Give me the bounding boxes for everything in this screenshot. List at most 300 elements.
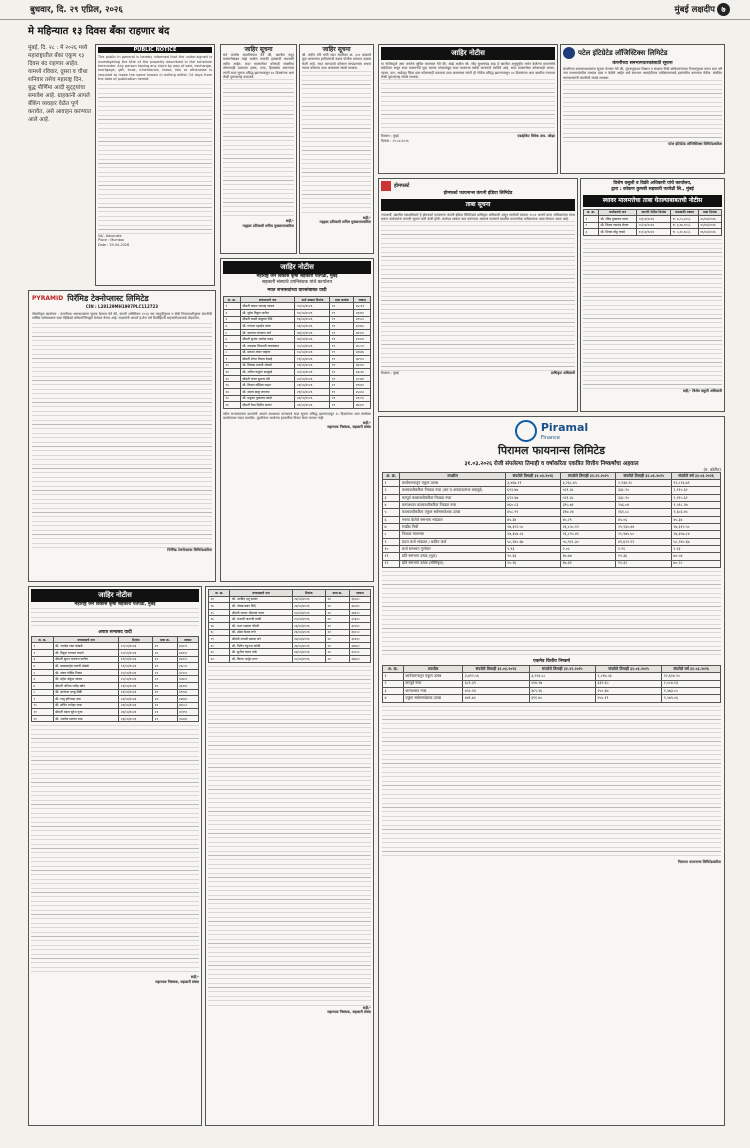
table-row <box>209 636 371 643</box>
coop-2-cell: २२/०४/२०२६ <box>119 702 153 709</box>
piramal-cell: कालावधीकरिता निव्वळ नफा (कर व अपवादात्मक बाबपूर्व) <box>400 487 505 494</box>
table-row <box>584 222 722 229</box>
coop-3-header-cell: रक्कम <box>349 590 370 597</box>
coop-1-cell: ४४३०० <box>354 402 371 409</box>
coop-1-cell: २२/०४/२०२६ <box>295 395 330 402</box>
coop-1-cell: श्रीमती रेखा दिलीप सावंत <box>240 402 295 409</box>
kokan-cell: २६/०४/२०२६ <box>698 229 721 236</box>
cooperative-notice-1 <box>220 258 374 582</box>
table-row <box>32 676 199 683</box>
coop-3-cell: ३४९३० <box>349 636 370 643</box>
coop-1-cell: श्रीमती लक्ष्मी बाबुराव शिंदे <box>240 316 295 323</box>
homefirst-title: ताबा सूचना <box>381 199 575 211</box>
homefirst-place: ठिकाण : मुंबई <box>381 371 399 376</box>
piramal-cell: ३,२६८.४५ <box>561 480 616 487</box>
coop-2-cell: ३ <box>32 656 54 663</box>
table-row <box>209 649 371 656</box>
coop-1-cell: २ <box>224 309 241 316</box>
coop-3-cell: १९ <box>209 636 230 643</box>
piramal-cell: कार्यचलनातून एकूण उत्पन्न <box>400 480 505 487</box>
coop-1-cell: ११ <box>330 356 354 363</box>
coop-1-cell: ८ <box>224 349 241 356</box>
coop-1-cell: ११ <box>330 329 354 336</box>
piramal-cell: ७ <box>383 524 400 531</box>
piramal-standalone-cell: ३३१.६५ <box>595 680 661 687</box>
piramal-cell: ३९७.२४ <box>561 509 616 516</box>
public-notice-english <box>95 44 215 286</box>
coop-2-cell: २२ <box>153 696 177 703</box>
piramal-header-cell: संपलेले तिमाही ३१.१२.२०२५ <box>561 472 616 479</box>
coop-1-cell: ११ <box>330 369 354 376</box>
piramal-cell: ४५.३४ <box>671 516 720 523</box>
piramal-cell: ४५८.१९ <box>505 509 560 516</box>
piramal-header-cell: संपलेले वर्ष ३१.०३.२०२६ <box>671 472 720 479</box>
table-row <box>224 303 371 310</box>
coop-3-cell: २७/०४/२०२६ <box>292 636 325 643</box>
coop-2-sub1: महाराष्ट्र जन विकास कृषी सहकारी पतपेढी, मुंबई <box>74 601 156 607</box>
coop-2-cell: श्रीमती सुमन नारायण पाटील <box>53 656 119 663</box>
coop-2-cell: १९/०४/२०२६ <box>119 663 153 670</box>
coop-3-cell: २७/०४/२०२६ <box>292 642 325 649</box>
piramal-cell: प्रति समभाग उत्पन्न (सौमिकृत) <box>400 560 505 567</box>
kokan-cell: श्री. रविंद्र तुकाराम पवार <box>598 216 636 223</box>
suchana-1-sign: सही/- <box>285 219 294 224</box>
coop-2-table <box>31 636 199 723</box>
kokan-header-cell: अ. क्र. <box>584 209 599 216</box>
piramal-results <box>378 416 725 1126</box>
coop-2-cell: २२ <box>153 656 177 663</box>
coop-3-cell: २४/०४/२०२६ <box>292 596 325 603</box>
table-row <box>32 689 199 696</box>
pyramid-notice <box>28 290 216 582</box>
piramal-cell: २७,३५७.८४ <box>671 531 720 538</box>
coop-3-cell: ३५८१० <box>349 649 370 656</box>
piramal-standalone-cell: ३ <box>383 688 404 695</box>
coop-1-cell: १९/०४/२०२६ <box>295 362 330 369</box>
piramal-standalone-cell: एकूण सर्वसमावेशक उत्पन्न <box>403 695 462 702</box>
piramal-footnote-lines <box>382 706 721 856</box>
table-row <box>383 502 721 509</box>
coop-2-cell: ३५९९० <box>177 709 198 716</box>
piramal-cell: प्रदत्त कर्ज भांडवल / थकीत कर्ज <box>400 538 505 545</box>
piramal-cell: १,६०३.४५ <box>671 509 720 516</box>
coop-2-cell: श्री. नामदेव रामा कांबळे <box>53 643 119 650</box>
piramal-cell: ४ <box>383 502 400 509</box>
piramal-cell: ३,४६७.२१ <box>505 480 560 487</box>
piramal-standalone-cell: ३८९.९६ <box>529 688 595 695</box>
coop-2-sign: सही/- <box>190 975 199 980</box>
coop-3-cell: श्री. गोरख बबन शिंदे <box>230 603 292 610</box>
coop-1-cell: १६/०४/२०२६ <box>295 323 330 330</box>
table-row <box>383 494 721 501</box>
piramal-standalone-cell: ५१४.२७ <box>529 680 595 687</box>
coop-3-header-cell: दावा क्र. <box>325 590 349 597</box>
kokan-cell: ३ <box>584 229 599 236</box>
piramal-cell: १ <box>383 480 400 487</box>
page-header <box>0 0 750 20</box>
suchana-2-sign: सही/- <box>362 215 371 220</box>
table-row <box>224 375 371 382</box>
kokan-cell: २५/०४/२०२६ <box>698 222 721 229</box>
suchana-2-body: श्री. संदीप मोरे यांनी सदर सदनिका क्र. ३०२ बाबतचे मूळ करारनामा हरविल्याची तक्रार पोलीस ठाण्यात दाखल केली आहे. सदर कागदपत्रे कोणास सापडल्यास अथवा त्यावर कोणाचा दावा असल्यास संपर्क साधावा. <box>302 53 371 71</box>
table-row <box>224 342 371 349</box>
piramal-standalone-cell: २५०.३७ <box>595 688 661 695</box>
coop-1-cell: २१/०४/२०२६ <box>295 389 330 396</box>
piramal-cell: ५ <box>383 509 400 516</box>
coop-2-cell: श्रीमती अनिता राजेंद्र खोत <box>53 682 119 689</box>
coop-3-cell: २२ <box>325 655 349 662</box>
piramal-company: पिरामल फायनान्स लिमिटेड <box>498 444 605 457</box>
coop-3-cell: २५/०४/२०२६ <box>292 609 325 616</box>
table-row <box>383 680 721 687</box>
suchana-1-text-lines <box>223 79 294 219</box>
coop-2-cell: १९/०४/२०२६ <box>119 656 153 663</box>
coop-1-cell: श्रीमती सुनंदा अशोक कदम <box>240 336 295 343</box>
table-row <box>209 609 371 616</box>
piramal-unit: (रु. कोटीत) <box>703 466 721 472</box>
coop-2-cell: २२ <box>153 663 177 670</box>
coop-2-cell: ७ <box>32 682 54 689</box>
piramal-cell: ६१२.४७ <box>505 494 560 501</box>
table-row <box>383 480 721 487</box>
piramal-header-cell: तपशील <box>400 472 505 479</box>
coop-3-cell: २२ <box>325 636 349 643</box>
table-row <box>32 669 199 676</box>
coop-1-cell: श्री. दत्तात्रय नारायण माने <box>240 329 295 336</box>
coop-3-cell: २० <box>209 642 230 649</box>
top-notice-body: या नोटीसद्वारे आम जनतेस सूचित करण्यात येते की, माझे अशील श्री. नरेंद्र सुभाषचंद्र शाह हे खालील अनुसूचीत वर्णन केलेल्या मालमत्तेचे खरेदीदार असून सदर मालमत्तेचे मूळ मालक यांच्याकडून सदर मालमत्ता खरेदी करण्याचे ठरविले आहे. सदर मालमत्तेवर कोणाचाही वारसा, गहाण, दान, भाडेपट्टा किंवा इतर कोणत्याही प्रकारचा दावा असल्यास त्यांनी ही नोटीस प्रसिद्ध झाल्यापासून १४ दिवसांच्या आत खालील पत्त्यावर लेखी पुराव्यासह संपर्क साधावा. <box>381 61 555 79</box>
headline <box>28 26 373 40</box>
coop-2-cell: ६ <box>32 676 54 683</box>
coop-1-cell: ११ <box>330 382 354 389</box>
piramal-cell: १२ <box>383 560 400 567</box>
public-notice-sign: Sd/- Advocate <box>98 233 122 238</box>
coop-1-cell: ११ <box>330 303 354 310</box>
coop-3-cell: २२ <box>325 603 349 610</box>
coop-2-cell: श्री. शंकर गोविंद निकम <box>53 669 119 676</box>
table-row <box>224 395 371 402</box>
suchana-notice-2 <box>299 44 374 254</box>
coop-2-cell: २ <box>32 649 54 656</box>
patel-text-lines <box>563 80 722 142</box>
piramal-cell: कालावधीकरिता एकूण सर्वसमावेशक उत्पन्न <box>400 509 505 516</box>
suchana-2-title: जाहिर सूचना <box>322 46 351 53</box>
piramal-header-cell: अ. क्र. <box>383 472 400 479</box>
pyramid-company: पिरॅमिड टेक्नोप्लास्ट लिमिटेड <box>67 294 149 303</box>
table-row <box>383 546 721 553</box>
table-row <box>383 695 721 702</box>
piramal-cell: २,११५.६२ <box>671 494 720 501</box>
coop-2-header-cell: रक्कम <box>177 636 198 643</box>
piramal-header-cell: संपलेले तिमाही ३१.०३.२०२६ <box>505 472 560 479</box>
patel-subtitle: कंपनीच्या समभागधारकांसाठी सूचना <box>612 61 673 66</box>
table-row <box>584 229 722 236</box>
piramal-cell: ३३८.९० <box>616 494 671 501</box>
piramal-standalone-header-cell: संपलेले तिमाही ३१.१२.२०२५ <box>529 666 595 673</box>
piramal-standalone-header-cell: संपलेले तिमाही ३१.०३.२०२६ <box>463 666 529 673</box>
coop-1-header-cell: अ. क्र. <box>224 296 241 303</box>
coop-2-cell: ३७०८० <box>177 702 198 709</box>
coop-2-cell: ३८९५० <box>177 669 198 676</box>
piramal-cell: राखीव निधी <box>400 524 505 531</box>
coop-2-list-title: अपात्र सभासद यादी <box>98 629 132 635</box>
coop-1-cell: ४५७५० <box>354 389 371 396</box>
coop-2-cell: ९ <box>32 696 54 703</box>
coop-1-cell: श्री. विलास मारुती भोसले <box>240 362 295 369</box>
coop-2-cell: २०/०४/२०२६ <box>119 676 153 683</box>
kokan-cell: रु. ३,२७,९००/- <box>671 222 698 229</box>
coop-1-cell: ११ <box>330 389 354 396</box>
piramal-cell: ३९५.७१ <box>561 502 616 509</box>
table-row <box>209 622 371 629</box>
table-row <box>383 524 721 531</box>
kokan-header-cell: ताबा दिनांक <box>698 209 721 216</box>
homefirst-logo-icon <box>381 181 391 191</box>
piramal-cell: निव्वळ मालमत्ता <box>400 531 505 538</box>
coop-3-cell: १४ <box>209 603 230 610</box>
coop-1-cell: ५ <box>224 329 241 336</box>
coop-1-cell: १८/०४/२०२६ <box>295 349 330 356</box>
coop-1-cell: श्री. संजय बाळू जगताप <box>240 389 295 396</box>
public-notice-place: Place : Mumbai <box>98 238 124 243</box>
kokan-cell: २५/०४/२०२६ <box>698 216 721 223</box>
coop-3-cell: १५ <box>209 609 230 616</box>
piramal-cell: २७,३१२.५० <box>505 524 560 531</box>
public-notice-body: The public in general is hereby informed that the under-signed is investigating the title of the property described in the schedule hereunder. Any person having any claim by way of sale, exchange, mortgage, gift, trust, inheritance, lease, lien or otherwise is required to make the same known in writing within 14 days from the date of publication hereof. <box>98 55 212 82</box>
coop-1-cell: ४४९०० <box>354 329 371 336</box>
piramal-cell: ४६०.८३ <box>505 502 560 509</box>
coop-2-cell: ५ <box>32 669 54 676</box>
coop-2-cell: २२ <box>153 649 177 656</box>
coop-1-cell: ३८७६० <box>354 323 371 330</box>
piramal-standalone-table <box>382 665 721 703</box>
coop-1-cell: श्रीमती मंगल सुभाष मोरे <box>240 375 295 382</box>
piramal-cell: ४५.०६ <box>616 516 671 523</box>
table-row <box>32 702 199 709</box>
piramal-logo-icon <box>515 420 537 442</box>
coop-1-cell: २०/०४/२०२६ <box>295 369 330 376</box>
coop-2-cell: श्रीमती वंदना सुरेश गुरव <box>53 709 119 716</box>
coop-1-header-cell: दावा क्रमांक <box>330 296 354 303</box>
top-notice-place: ठिकाण : मुंबई <box>381 134 399 139</box>
coop-3-cell: श्री. किरण अर्जुन मगर <box>230 655 292 662</box>
coop-3-cell: श्रीमती शालन भीमराव पवार <box>230 609 292 616</box>
coop-3-cell: ३७६१० <box>349 609 370 616</box>
piramal-standalone-cell: १ <box>383 673 404 680</box>
news-article <box>28 44 92 284</box>
coop-2-sign-title: सहाय्यक निबंधक, सहकारी संस्था <box>155 979 199 984</box>
coop-3-cell: श्री. नितीन रघुनाथ कोळी <box>230 642 292 649</box>
coop-2-cell: २२ <box>153 689 177 696</box>
coop-2-cell: श्री. सचिन मनोहर परब <box>53 702 119 709</box>
coop-3-cell: २२ <box>325 609 349 616</box>
table-row <box>383 553 721 560</box>
table-row <box>584 216 722 223</box>
coop-1-cell: ४१५०० <box>354 316 371 323</box>
kokan-cell: २ <box>584 222 599 229</box>
top-notice-title: जाहिर नोटीस <box>381 47 555 60</box>
table-row <box>209 603 371 610</box>
table-row <box>209 655 371 662</box>
table-row <box>224 316 371 323</box>
top-public-notice <box>378 44 558 174</box>
coop-3-cell: श्री. सुनील वामन तांबे <box>230 649 292 656</box>
piramal-standalone-title: एकमेव वित्तीय निष्कर्ष <box>533 659 570 665</box>
coop-1-cell: ११ <box>330 316 354 323</box>
coop-1-cell: २१/०४/२०२६ <box>295 382 330 389</box>
piramal-cell: १७.४७ <box>561 553 616 560</box>
kokan-header-cell: मागणी नोटीस दिनांक <box>637 209 671 216</box>
homefirst-sign: प्राधिकृत अधिकारी <box>550 371 575 376</box>
piramal-cell: १२,८२६.७९ <box>671 480 720 487</box>
table-row <box>209 642 371 649</box>
piramal-standalone-header-cell: संपलेले तिमाही ३१.०३.२०२५ <box>595 666 661 673</box>
news-lead: मुंबई, दि. २८ : मे २०२६ मध्ये महाराष्ट्रातील बँका एकूण १३ दिवस बंद राहणार आहेत. यामध्ये रविवार, दुसरा व चौथा शनिवार तसेच महाराष्ट्र दिन, बुद्ध पौर्णिमा आदी सुट्ट्यांचा समावेश आहे. ग्राहकांनी आपले बँकिंग व्यवहार वेळेत पूर्ण करावेत, असे आवाहन करण्यात आले आहे. <box>28 45 91 123</box>
table-row <box>32 715 199 722</box>
coop-1-sub1: महाराष्ट्र जन विकास कृषी सहकारी पतपेढी, मुंबई <box>256 273 338 279</box>
piramal-cell: ४५.३४ <box>505 516 560 523</box>
coop-3-cell: २६/०४/२०२६ <box>292 622 325 629</box>
section-name: मुंबई लक्षदीप <box>674 5 715 15</box>
coop-1-cell: १७/०४/२०२६ <box>295 329 330 336</box>
coop-2-cell: १८/०४/२०२६ <box>119 649 153 656</box>
piramal-cell: ५८,२४०.६७ <box>671 538 720 545</box>
piramal-brand: Piramal <box>540 421 589 434</box>
coop-3-cell: श्री. उमेश केशव राणे <box>230 629 292 636</box>
coop-1-header-cell: रक्कम <box>354 296 371 303</box>
coop-2-cell: ८ <box>32 689 54 696</box>
piramal-cell: २५६.०४ <box>616 502 671 509</box>
page-number: ७ <box>717 3 730 16</box>
table-row <box>383 487 721 494</box>
coop-2-cell: ३८४३० <box>177 715 198 722</box>
coop-1-cell: श्री. गणपत महादेव पवार <box>240 323 295 330</box>
coop-3-cell: २२ <box>325 622 349 629</box>
piramal-consolidated-table <box>382 472 721 568</box>
table-row <box>32 643 199 650</box>
piramal-standalone-cell: करपूर्व नफा <box>403 680 462 687</box>
coop-1-cell: ४ <box>224 323 241 330</box>
coop-1-cell: ३ <box>224 316 241 323</box>
coop-1-cell: ११ <box>330 323 354 330</box>
coop-1-list-title: मयत सभासदांच्या वारसांबाबत यादी <box>267 287 327 293</box>
coop-3-cell: ३८७९० <box>349 622 370 629</box>
coop-3-cell: २८/०४/२०२६ <box>292 655 325 662</box>
coop-1-sign: सही/- <box>362 420 371 425</box>
homefirst-notice <box>378 178 578 412</box>
table-row <box>224 402 371 409</box>
piramal-cell: ५२१.३८ <box>561 487 616 494</box>
coop-2-cell: ३६८०० <box>177 663 198 670</box>
coop-3-cell: १३ <box>209 596 230 603</box>
piramal-sign: पिरामल फायनान्स लिमिटेडकरिता <box>677 859 721 864</box>
coop-1-title: जाहिर नोटीस <box>223 261 371 274</box>
piramal-cell: ६ <box>383 516 400 523</box>
piramal-standalone-header-cell: संपलेले वर्ष ३१.०३.२०२६ <box>662 666 721 673</box>
public-notice-date: Date : 29-04-2026 <box>98 242 130 247</box>
public-notice-text-lines <box>98 84 212 234</box>
top-notice-date: दिनांक : २९.०४.२०२६ <box>381 138 409 143</box>
top-notice-sign: एडव्होकेट विवेक आर. ओझा <box>517 134 555 139</box>
headline-title: मे महिन्यात १३ दिवस बँका राहणार बंद <box>28 26 170 37</box>
coop-3-text-lines <box>208 666 371 1006</box>
piramal-brand-sub: Finance <box>540 434 560 441</box>
pyramid-logo: PYRAMID <box>32 295 64 303</box>
coop-2-cell: श्री. राजू हरिभाऊ वाघ <box>53 696 119 703</box>
coop-1-cell: ४३२१० <box>354 309 371 316</box>
table-row <box>32 682 199 689</box>
piramal-standalone-cell: ३,२१४.८८ <box>529 673 595 680</box>
table-row <box>383 673 721 680</box>
piramal-cell: ३३८.९० <box>616 487 671 494</box>
coop-1-cell: १ <box>224 303 241 310</box>
coop-1-cell: श्रीमती शोभा विजय देसाई <box>240 356 295 363</box>
suchana-1-footer: मढ्हाव प्रतिकारी सचिव मुख्यालयकरिता <box>242 223 294 228</box>
coop-1-cell: ४२६७५ <box>354 349 371 356</box>
coop-3-cell: २१ <box>209 649 230 656</box>
coop-1-cell: ४०२३० <box>354 375 371 382</box>
kokan-cell: १०/०२/२०२६ <box>637 229 671 236</box>
coop-2-cell: २३/०४/२०२६ <box>119 709 153 716</box>
table-row <box>224 389 371 396</box>
coop-3-cell: श्री. भरत लक्ष्मण चौधरी <box>230 622 292 629</box>
table-row <box>224 356 371 363</box>
coop-2-header-cell: दावा क्र. <box>153 636 177 643</box>
pyramid-body: नोंदणीकृत कार्यालय : कंपनीच्या भागधारकांना सूचना देण्यात येते की, कंपनी अधिनियम २०१३ च्या तरतुदींनुसार व सेबी नियमावलीनुसार कंपनीची वार्षिक सर्वसाधारण सभा व्हिडिओ कॉन्फरन्सिंगद्वारे घेण्यात येणार आहे. सदस्यांनी आपले ई-मेल पत्ते डिपॉझिटरी सहभागीदाराकडे नोंदवावेत. <box>32 312 212 321</box>
coop-2-cell: २१/०४/२०२६ <box>119 689 153 696</box>
coop-3-header-cell: सभासदाचे नाव <box>230 590 292 597</box>
coop-2-cell: ३५४०० <box>177 643 198 650</box>
coop-2-cell: १० <box>32 702 54 709</box>
pyramid-cin: CIN : L28129MH1997PLC112723 <box>85 304 159 309</box>
table-row <box>383 516 721 523</box>
table-row <box>32 649 199 656</box>
table-row <box>383 538 721 545</box>
piramal-standalone-cell: १,५७९.०६ <box>662 695 721 702</box>
piramal-cell: २०.२६ <box>505 560 560 567</box>
kokan-cell: श्री. विजय रामचंद्र शेलार <box>598 222 636 229</box>
coop-2-header-cell: दिनांक <box>119 636 153 643</box>
top-notice-text-lines <box>381 79 555 134</box>
cooperative-notice-2 <box>28 586 202 1126</box>
table-row <box>224 382 371 389</box>
coop-3-sign: सही/- <box>362 1005 371 1010</box>
coop-3-cell: ३६५४० <box>349 596 370 603</box>
coop-1-cell: ३७९०० <box>354 356 371 363</box>
coop-1-cell: १९/०४/२०२६ <box>295 356 330 363</box>
coop-2-cell: ३९१४० <box>177 689 198 696</box>
coop-1-cell: श्रीमती कमल रामचंद्र जाधव <box>240 303 295 310</box>
coop-2-cell: ३६२२० <box>177 682 198 689</box>
coop-1-cell: ११ <box>330 362 354 369</box>
piramal-cell: १० <box>383 546 400 553</box>
table-row <box>32 663 199 670</box>
kokan-sign: सही/- विशेष वसुली अधिकारी <box>682 388 722 393</box>
table-row <box>209 629 371 636</box>
coop-1-cell: श्री. मधुकर तुकाराम काळे <box>240 395 295 402</box>
piramal-cell: करपश्चात कालावधीकरिता निव्वळ नफा <box>400 502 505 509</box>
coop-3-cell: १६ <box>209 616 230 623</box>
coop-2-cell: ३४१०० <box>177 656 198 663</box>
coop-2-cell: श्री. ज्ञानेश्वर दगडू शिर्के <box>53 689 119 696</box>
table-row <box>224 369 371 376</box>
piramal-standalone-cell: २,८९७.५३ <box>595 673 661 680</box>
coop-1-cell: ४५०११ <box>354 303 371 310</box>
coop-1-table <box>223 296 371 409</box>
kokan-table <box>583 209 722 236</box>
coop-3-cell: २२ <box>325 629 349 636</box>
piramal-standalone-cell: कार्यचलनातून एकूण उत्पन्न <box>403 673 462 680</box>
